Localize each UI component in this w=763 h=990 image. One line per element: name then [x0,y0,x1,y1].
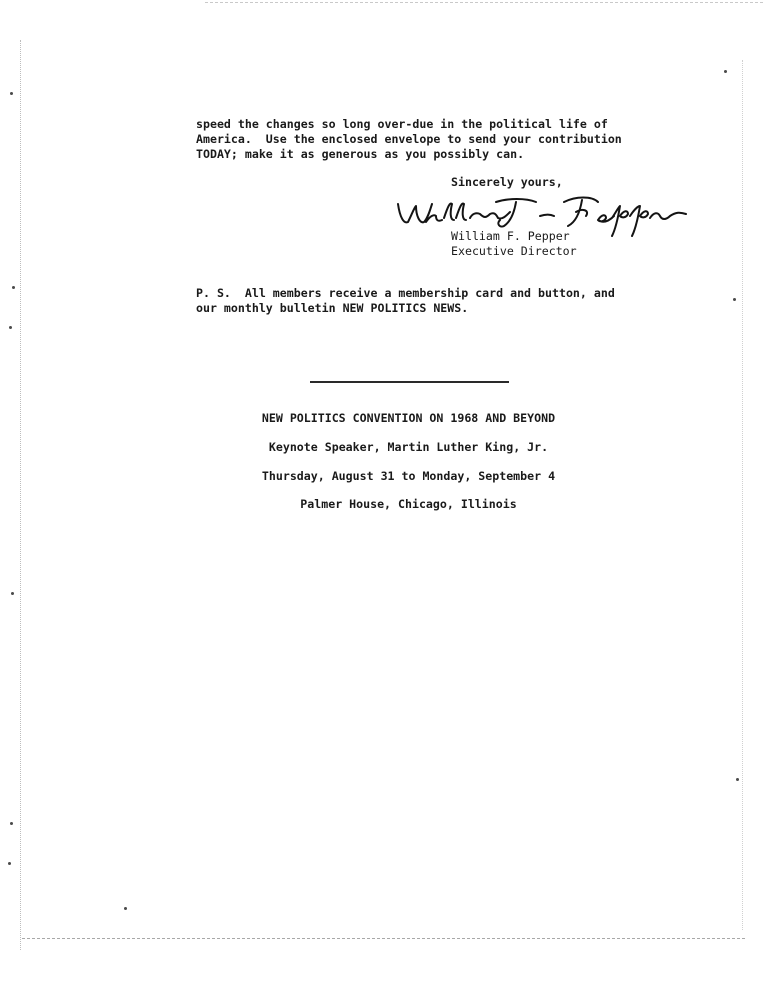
scan-speck [12,286,15,289]
scan-speck [724,70,727,73]
body-line: speed the changes so long over-due in the political life of [196,117,608,131]
scan-speck [11,592,14,595]
scan-speck [733,298,736,301]
body-line: America. Use the enclosed envelope to send your contribution [196,132,622,146]
scan-speck [9,326,12,329]
scan-speck [736,778,739,781]
postscript-line: our monthly bulletin NEW POLITICS NEWS. [196,301,469,315]
page-bottom-edge [22,938,745,939]
signatory-name: William F. Pepper [451,229,570,243]
convention-speaker: Keynote Speaker, Martin Luther King, Jr. [268,440,549,454]
scan-speck [10,92,13,95]
body-line: TODAY; make it as generous as you possibly can. [196,147,525,161]
scan-speck [124,907,127,910]
scan-speck [10,822,13,825]
closing: Sincerely yours, [451,175,563,189]
postscript-line: P. S. All members receive a membership card and button, and [196,286,615,300]
page-top-edge [205,2,763,3]
signatory-title: Executive Director [451,244,577,258]
convention-dates: Thursday, August 31 to Monday, September 4 [261,469,556,483]
page-left-edge [20,40,21,950]
divider-rule [310,381,509,383]
scan-speck [8,862,11,865]
page-right-edge [742,60,743,930]
convention-title: NEW POLITICS CONVENTION ON 1968 AND BEYOND [261,411,556,425]
convention-location: Palmer House, Chicago, Illinois [300,497,517,511]
